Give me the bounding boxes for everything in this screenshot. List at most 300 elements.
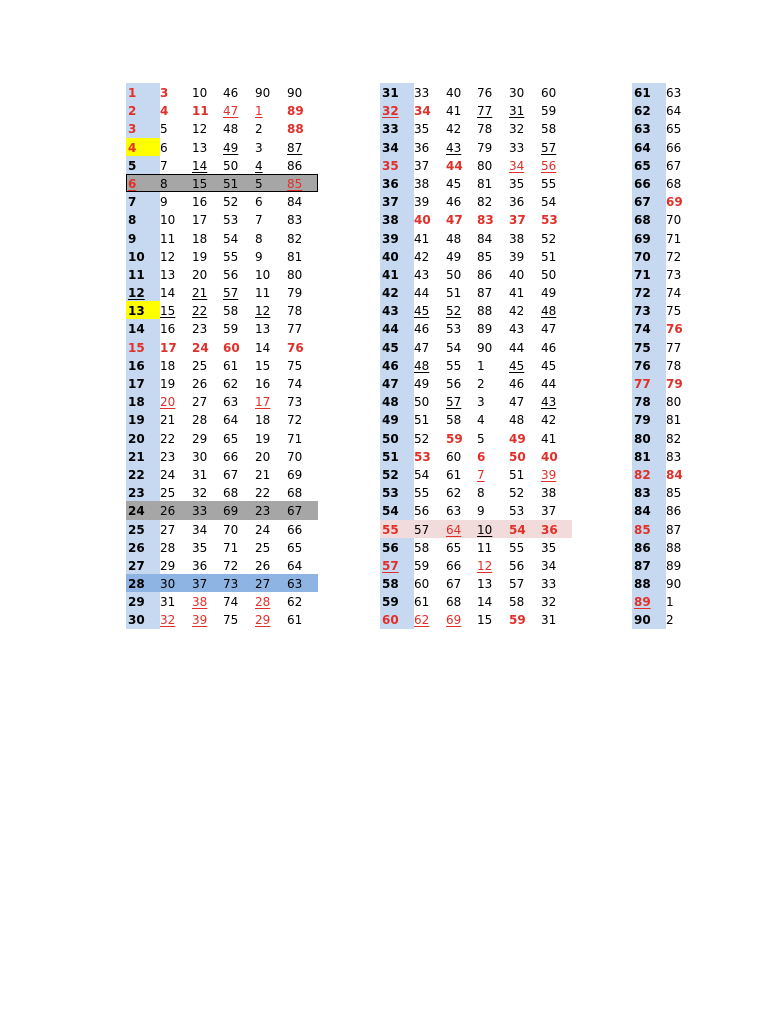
table-cell: 29 <box>255 613 271 628</box>
table-cell: 86 <box>666 504 682 519</box>
table-cell: 87 <box>287 140 303 155</box>
table-cell: 41 <box>446 104 462 119</box>
table-row <box>380 447 572 465</box>
table-cell: 52 <box>541 231 557 246</box>
row-key-cell: 22 <box>126 465 160 483</box>
table-cell: 46 <box>446 195 462 210</box>
table-cell: 38 <box>192 595 208 610</box>
table-cell: 81 <box>287 249 303 264</box>
table-cell: 6 <box>160 140 168 155</box>
table-row <box>380 392 572 410</box>
table-cell: 62 <box>446 486 462 501</box>
table-cell: 21 <box>255 467 271 482</box>
table-row <box>126 538 318 556</box>
table-cell: 79 <box>287 286 303 301</box>
table-cell: 39 <box>192 613 208 628</box>
table-cell: 89 <box>666 558 682 573</box>
table-row <box>632 410 698 428</box>
number-table-2 <box>380 83 572 629</box>
table-cell: 86 <box>287 158 303 173</box>
row-key-cell: 58 <box>380 574 414 592</box>
table-row <box>632 483 698 501</box>
row-key-cell: 4 <box>126 138 160 156</box>
table-row <box>632 338 698 356</box>
table-cell: 61 <box>414 595 430 610</box>
table-row <box>632 610 698 628</box>
table-cell: 44 <box>414 286 430 301</box>
table-row <box>380 374 572 392</box>
table-cell: 65 <box>666 122 682 137</box>
table-row <box>126 338 318 356</box>
table-cell: 25 <box>192 358 208 373</box>
table-cell: 71 <box>287 431 303 446</box>
table-cell: 44 <box>509 340 525 355</box>
table-row <box>380 229 572 247</box>
row-key-cell: 54 <box>380 501 414 519</box>
table-cell: 3 <box>160 86 169 100</box>
table-row <box>632 429 698 447</box>
table-row <box>632 138 698 156</box>
table-row <box>126 319 318 337</box>
row-key-cell: 78 <box>632 392 666 410</box>
row-key-cell: 43 <box>380 301 414 319</box>
table-cell: 47 <box>509 395 525 410</box>
row-key-cell: 46 <box>380 356 414 374</box>
table-cell: 80 <box>666 395 682 410</box>
table-cell: 76 <box>477 86 493 100</box>
table-cell: 25 <box>255 540 271 555</box>
table-cell: 49 <box>541 286 557 301</box>
table-cell: 46 <box>223 86 239 100</box>
table-cell: 1 <box>666 595 674 610</box>
table-cell: 48 <box>414 358 430 373</box>
table-cell: 82 <box>477 195 493 210</box>
table-cell: 48 <box>509 413 525 428</box>
table-cell: 19 <box>192 249 208 264</box>
table-cell: 14 <box>477 595 493 610</box>
table-cell: 51 <box>446 286 462 301</box>
table-cell: 80 <box>477 158 493 173</box>
table-cell: 49 <box>223 140 239 155</box>
table-row <box>632 192 698 210</box>
table-cell: 48 <box>446 231 462 246</box>
table-cell: 59 <box>509 613 526 628</box>
table-cell: 6 <box>255 195 263 210</box>
table-cell: 36 <box>414 140 430 155</box>
table-cell: 33 <box>414 86 430 100</box>
table-cell: 40 <box>446 86 462 100</box>
table-row <box>632 465 698 483</box>
table-cell: 19 <box>255 431 271 446</box>
table-cell: 54 <box>414 467 430 482</box>
table-cell: 89 <box>477 322 493 337</box>
table-cell: 20 <box>255 449 271 464</box>
table-cell: 68 <box>666 176 682 191</box>
row-key-cell: 39 <box>380 229 414 247</box>
table-cell: 45 <box>541 358 557 373</box>
table-cell: 9 <box>477 504 485 519</box>
table-cell: 67 <box>666 158 682 173</box>
row-key-cell: 83 <box>632 483 666 501</box>
table-cell: 39 <box>541 467 557 482</box>
row-key-cell: 16 <box>126 356 160 374</box>
table-cell: 90 <box>255 86 271 100</box>
table-cell: 20 <box>160 395 176 410</box>
table-row <box>632 501 698 519</box>
table-cell: 63 <box>446 504 462 519</box>
row-key-cell: 64 <box>632 138 666 156</box>
table-row <box>126 592 318 610</box>
table-cell: 63 <box>666 86 682 100</box>
row-key-cell: 27 <box>126 556 160 574</box>
row-key-cell: 72 <box>632 283 666 301</box>
table-cell: 10 <box>160 213 176 228</box>
number-table-1 <box>126 83 318 629</box>
table-cell: 15 <box>255 358 271 373</box>
table-row <box>126 520 318 538</box>
table-cell: 74 <box>666 286 682 301</box>
row-key-cell: 19 <box>126 410 160 428</box>
table-cell: 4 <box>255 158 263 173</box>
table-row <box>126 101 318 119</box>
table-cell: 75 <box>666 304 682 319</box>
row-key-cell: 56 <box>380 538 414 556</box>
table-cell: 79 <box>477 140 493 155</box>
table-cell: 87 <box>666 522 682 537</box>
table-cell: 43 <box>541 395 557 410</box>
table-cell: 43 <box>509 322 525 337</box>
row-key-cell: 63 <box>632 119 666 137</box>
row-key-cell: 24 <box>128 504 145 519</box>
table-row <box>632 447 698 465</box>
table-row <box>126 374 318 392</box>
table-cell: 90 <box>287 86 303 100</box>
row-key-cell: 62 <box>632 101 666 119</box>
table-row <box>632 319 698 337</box>
row-key-cell: 37 <box>380 192 414 210</box>
table-row <box>380 410 572 428</box>
table-cell: 60 <box>414 577 430 592</box>
table-cell: 30 <box>160 577 176 592</box>
table-cell: 4 <box>160 104 169 119</box>
table-cell: 32 <box>509 122 525 137</box>
table-cell: 21 <box>192 286 208 301</box>
table-cell: 40 <box>541 449 558 464</box>
table-cell: 5 <box>255 176 263 191</box>
table-row <box>380 101 572 119</box>
row-key-cell: 84 <box>632 501 666 519</box>
table-row <box>126 574 318 592</box>
table-row <box>380 283 572 301</box>
table-cell: 69 <box>223 504 239 519</box>
table-cell: 59 <box>541 104 557 119</box>
table-cell: 17 <box>192 213 208 228</box>
table-cell: 29 <box>160 558 176 573</box>
table-cell: 32 <box>192 486 208 501</box>
table-cell: 47 <box>446 213 463 228</box>
table-cell: 70 <box>287 449 303 464</box>
row-key-cell: 10 <box>126 247 160 265</box>
table-cell: 32 <box>160 613 176 628</box>
row-key-cell: 32 <box>380 101 414 119</box>
table-cell: 19 <box>160 377 176 391</box>
table-cell: 11 <box>255 286 271 301</box>
row-key-cell: 45 <box>380 338 414 356</box>
table-cell: 58 <box>541 122 557 137</box>
table-cell: 3 <box>477 395 485 410</box>
table-row <box>126 301 318 319</box>
table-cell: 81 <box>666 413 682 428</box>
row-key-cell: 81 <box>632 447 666 465</box>
table-cell: 43 <box>446 140 462 155</box>
table-cell: 35 <box>509 176 525 191</box>
table-cell: 85 <box>477 249 493 264</box>
row-key-cell: 69 <box>632 229 666 247</box>
row-key-cell: 41 <box>380 265 414 283</box>
table-cell: 3 <box>255 140 263 155</box>
table-row <box>632 356 698 374</box>
row-key-cell: 65 <box>632 156 666 174</box>
table-cell: 51 <box>541 249 557 264</box>
table-cell: 76 <box>666 322 683 337</box>
table-cell: 65 <box>223 431 239 446</box>
table-cell: 56 <box>509 558 525 573</box>
table-cell: 23 <box>255 504 271 519</box>
table-cell: 43 <box>414 267 430 282</box>
table-cell: 40 <box>414 213 431 228</box>
row-key-cell: 49 <box>380 410 414 428</box>
table-cell: 83 <box>477 213 494 228</box>
table-cell: 9 <box>255 249 263 264</box>
table-cell: 65 <box>287 540 303 555</box>
table-cell: 62 <box>414 613 430 628</box>
row-key-cell: 35 <box>380 156 414 174</box>
table-row <box>126 192 318 210</box>
row-key-cell: 33 <box>380 119 414 137</box>
row-key-cell: 89 <box>632 592 666 610</box>
table-cell: 56 <box>223 267 239 282</box>
table-cell: 67 <box>287 504 303 519</box>
table-cell: 69 <box>287 467 303 482</box>
table-cell: 25 <box>160 486 176 501</box>
table-cell: 73 <box>223 577 239 592</box>
row-key-cell: 70 <box>632 247 666 265</box>
table-cell: 76 <box>287 340 304 355</box>
table-cell: 77 <box>287 322 303 337</box>
table-row <box>632 283 698 301</box>
table-row <box>632 247 698 265</box>
table-cell: 74 <box>287 377 303 391</box>
table-cell: 31 <box>192 467 208 482</box>
table-cell: 35 <box>414 122 430 137</box>
table-cell: 12 <box>192 122 208 137</box>
table-cell: 22 <box>192 304 208 319</box>
table-cell: 58 <box>446 413 462 428</box>
table-cell: 90 <box>666 577 682 592</box>
table-cell: 24 <box>192 340 209 355</box>
row-key-cell: 29 <box>126 592 160 610</box>
row-key-cell: 1 <box>126 83 160 101</box>
table-cell: 81 <box>477 176 493 191</box>
table-cell: 17 <box>255 395 271 410</box>
table-cell: 57 <box>223 286 239 301</box>
table-cell: 11 <box>192 104 209 119</box>
table-cell: 84 <box>287 195 303 210</box>
table-cell: 50 <box>223 158 239 173</box>
table-cell: 73 <box>666 267 682 282</box>
table-cell: 68 <box>446 595 462 610</box>
table-cell: 38 <box>414 176 430 191</box>
table-cell: 11 <box>477 540 493 555</box>
table-cell: 60 <box>446 449 462 464</box>
table-cell: 48 <box>223 122 239 137</box>
table-row <box>380 556 572 574</box>
table-cell: 14 <box>255 340 271 355</box>
table-cell: 53 <box>541 213 558 228</box>
table-cell: 49 <box>446 249 462 264</box>
table-cell: 15 <box>160 304 176 319</box>
table-cell: 10 <box>477 522 493 537</box>
table-cell: 40 <box>509 267 525 282</box>
table-cell: 37 <box>414 158 430 173</box>
table-cell: 84 <box>477 231 493 246</box>
table-cell: 50 <box>541 267 557 282</box>
table-cell: 78 <box>666 358 682 373</box>
row-key-cell: 85 <box>632 520 666 538</box>
table-cell: 54 <box>446 340 462 355</box>
table-cell: 46 <box>414 322 430 337</box>
table-cell: 33 <box>541 577 557 592</box>
table-cell: 51 <box>414 413 430 428</box>
row-key-cell: 31 <box>380 83 414 101</box>
table-cell: 71 <box>223 540 239 555</box>
table-cell: 72 <box>287 413 303 428</box>
table-cell: 66 <box>446 558 462 573</box>
row-key-cell: 9 <box>126 229 160 247</box>
table-row <box>632 392 698 410</box>
table-cell: 7 <box>255 213 263 228</box>
table-cell: 36 <box>192 558 208 573</box>
table-cell: 48 <box>541 304 557 319</box>
table-cell: 42 <box>446 122 462 137</box>
table-cell: 16 <box>255 377 271 391</box>
table-cell: 88 <box>477 304 493 319</box>
table-cell: 23 <box>160 449 176 464</box>
row-key-cell: 77 <box>632 374 666 392</box>
table-cell: 45 <box>446 176 462 191</box>
table-row <box>632 574 698 592</box>
table-cell: 7 <box>477 467 485 482</box>
table-row <box>380 520 572 538</box>
table-cell: 24 <box>255 522 271 537</box>
table-cell: 31 <box>541 613 557 628</box>
table-cell: 5 <box>160 122 168 137</box>
table-cell: 89 <box>287 104 304 119</box>
row-key-cell: 44 <box>380 319 414 337</box>
table-cell: 37 <box>192 577 208 592</box>
row-key-cell: 80 <box>632 429 666 447</box>
table-row <box>380 301 572 319</box>
table-cell: 27 <box>160 522 176 537</box>
row-key-cell: 14 <box>126 319 160 337</box>
table-cell: 42 <box>414 249 430 264</box>
table-cell: 57 <box>414 522 430 537</box>
row-key-cell: 38 <box>380 210 414 228</box>
table-row <box>126 265 318 283</box>
table-cell: 90 <box>477 340 493 355</box>
table-row <box>380 538 572 556</box>
table-cell: 9 <box>160 195 168 210</box>
table-cell: 47 <box>223 104 239 119</box>
table-row <box>632 174 698 192</box>
table-cell: 78 <box>477 122 493 137</box>
row-key-cell: 66 <box>632 174 666 192</box>
table-cell: 50 <box>446 267 462 282</box>
table-cell: 37 <box>541 504 557 519</box>
table-cell: 84 <box>666 467 683 482</box>
table-cell: 35 <box>541 540 557 555</box>
row-key-cell: 11 <box>126 265 160 283</box>
table-cell: 64 <box>223 413 239 428</box>
row-key-cell: 55 <box>382 522 399 537</box>
table-cell: 67 <box>446 577 462 592</box>
table-cell: 31 <box>509 104 525 119</box>
table-cell: 37 <box>509 213 526 228</box>
table-row <box>126 119 318 137</box>
table-cell: 55 <box>414 486 430 501</box>
table-cell: 15 <box>477 613 493 628</box>
table-cell: 52 <box>446 304 462 319</box>
table-cell: 59 <box>223 322 239 337</box>
table-cell: 69 <box>666 195 683 210</box>
row-key-cell: 73 <box>632 301 666 319</box>
row-key-cell: 36 <box>380 174 414 192</box>
table-cell: 88 <box>287 122 304 137</box>
table-row <box>632 556 698 574</box>
table-cell: 1 <box>477 358 485 373</box>
table-cell: 31 <box>160 595 176 610</box>
table-cell: 61 <box>287 613 303 628</box>
table-cell: 56 <box>541 158 557 173</box>
table-cell: 66 <box>223 449 239 464</box>
table-cell: 57 <box>541 140 557 155</box>
row-key-cell: 86 <box>632 538 666 556</box>
table-cell: 68 <box>223 486 239 501</box>
table-cell: 2 <box>666 613 674 628</box>
table-row <box>380 501 572 519</box>
table-cell: 60 <box>223 340 240 355</box>
row-key-cell: 79 <box>632 410 666 428</box>
table-cell: 64 <box>666 104 682 119</box>
table-cell: 52 <box>509 486 525 501</box>
table-row <box>380 319 572 337</box>
table-row <box>126 483 318 501</box>
row-key-cell: 6 <box>128 176 137 191</box>
table-cell: 39 <box>509 249 525 264</box>
table-row <box>380 174 572 192</box>
row-key-cell: 52 <box>380 465 414 483</box>
row-key-cell: 17 <box>126 374 160 392</box>
table-row <box>126 210 318 228</box>
table-cell: 53 <box>446 322 462 337</box>
table-cell: 5 <box>477 431 485 446</box>
table-cell: 71 <box>666 231 682 246</box>
table-cell: 33 <box>192 504 208 519</box>
table-row <box>632 101 698 119</box>
table-row <box>126 356 318 374</box>
row-key-cell: 51 <box>380 447 414 465</box>
table-cell: 18 <box>255 413 271 428</box>
